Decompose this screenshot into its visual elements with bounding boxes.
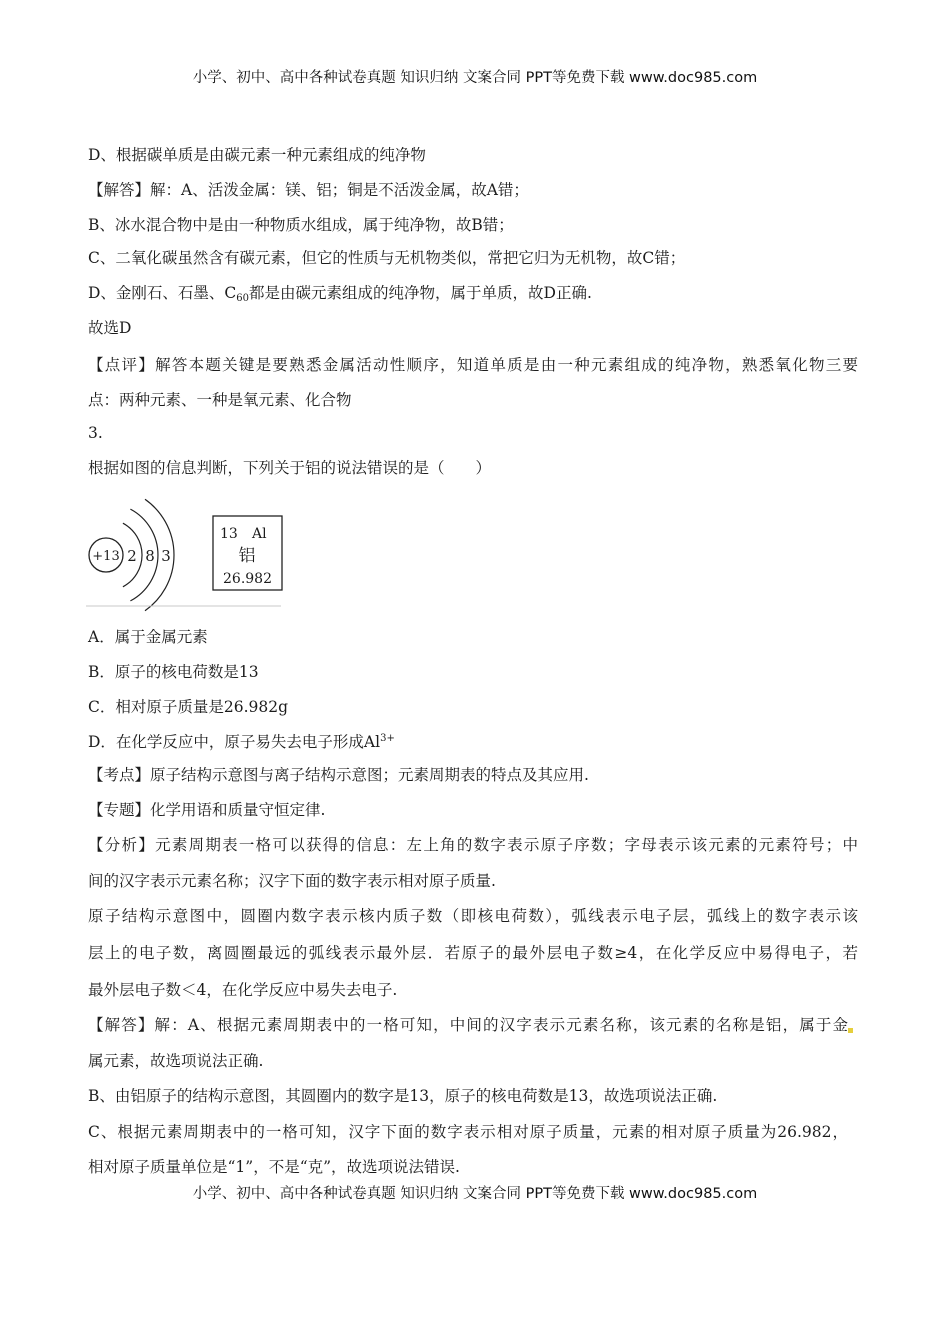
al-ion-charge-superscript: 3+ (380, 733, 395, 744)
analysis-line-4: 层上的电子数，离圆圈最远的弧线表示最外层．若原子的最外层电子数≥4，在化学反应中易得电子，若 (88, 944, 858, 962)
prev-answer-a: 【解答】解：A、活泼金属：镁、铝；铜是不活泼金属，故A错； (88, 181, 529, 199)
analysis-line-1: 【分析】元素周期表一格可以获得的信息：左上角的数字表示原子序数；字母表示该元素的元素符号；中 (88, 836, 858, 854)
solution-line-5: 相对原子质量单位是“1”，不是“克”，故选项说法错误. (88, 1158, 460, 1176)
nucleus-label: +13 (92, 549, 120, 564)
analysis-line-5: 最外层电子数＜4，在化学反应中易失去电子. (88, 981, 398, 999)
question-stem: 根据如图的信息判断，下列关于铝的说法错误的是（ ） (88, 459, 492, 477)
zhuanti-line: 【专题】化学用语和质量守恒定律. (88, 801, 326, 819)
shell-3-electrons: 3 (161, 547, 171, 565)
prev-answer-c: C、二氧化碳虽然含有碳元素，但它的性质与无机物类似，常把它归为无机物，故C错； (88, 249, 686, 267)
prev-answer-d-before: D、金刚石、石墨、C (88, 284, 237, 302)
aluminum-figure (80, 490, 290, 620)
element-symbol: Al (252, 526, 267, 542)
option-d (88, 732, 395, 752)
option-d-text: D．在化学反应中，原子易失去电子形成Al (88, 733, 381, 751)
analysis-line-2: 间的汉字表示元素名称；汉字下面的数字表示相对原子质量. (88, 872, 496, 890)
prev-comment-line-1: 【点评】解答本题关键是要熟悉金属活动性顺序，知道单质是由一种元素组成的纯净物，熟悉氧化物三要 (88, 356, 858, 374)
prev-answer-b: B、冰水混合物中是由一种物质水组成，属于纯净物，故B错； (88, 216, 514, 234)
option-a: A．属于金属元素 (88, 628, 208, 646)
element-atomic-mass: 26.982 (223, 571, 272, 587)
prev-answer-d-after: 都是由碳元素组成的纯净物，属于单质，故D正确. (249, 284, 592, 302)
element-atomic-number: 13 (220, 526, 238, 542)
solution-line-2: 属元素，故选项说法正确. (88, 1052, 264, 1070)
solution-line-4: C、根据元素周期表中的一格可知，汉字下面的数字表示相对原子质量，元素的相对原子质量为26.982， (88, 1123, 848, 1141)
footer-banner: 小学、初中、高中各种试卷真题 知识归纳 文案合同 PPT等免费下载 www.doc985.com (192, 1186, 758, 1202)
option-c: C．相对原子质量是26.982g (88, 698, 289, 716)
prev-choice: 故选D (88, 319, 132, 337)
shell-2-electrons: 8 (145, 547, 155, 565)
prev-comment-line-2: 点：两种元素、一种是氧元素、化合物 (88, 391, 352, 409)
shell-1-electrons: 2 (127, 547, 137, 565)
solution-line-1: 【解答】解：A、根据元素周期表中的一格可知，中间的汉字表示元素名称，该元素的名称是铝，属于金 (88, 1016, 848, 1034)
option-b: B．原子的核电荷数是13 (88, 663, 259, 681)
element-name: 铝 (238, 546, 256, 566)
header-banner: 小学、初中、高中各种试卷真题 知识归纳 文案合同 PPT等免费下载 www.doc985.com (192, 70, 758, 86)
highlight-dot (848, 1028, 853, 1033)
prev-option-d-analysis: D、根据碳单质是由碳元素一种元素组成的纯净物 (88, 146, 426, 164)
kaodian-line: 【考点】原子结构示意图与离子结构示意图；元素周期表的特点及其应用. (88, 766, 589, 784)
analysis-line-3: 原子结构示意图中，圆圈内数字表示核内质子数（即核电荷数），弧线表示电子层，弧线上的数字表示该 (88, 907, 858, 925)
prev-answer-d (88, 283, 592, 303)
solution-line-3: B、由铝原子的结构示意图，其圆圈内的数字是13，原子的核电荷数是13，故选项说法正确. (88, 1087, 718, 1105)
c60-subscript: 60 (236, 293, 250, 304)
question-number: 3. (88, 424, 103, 442)
